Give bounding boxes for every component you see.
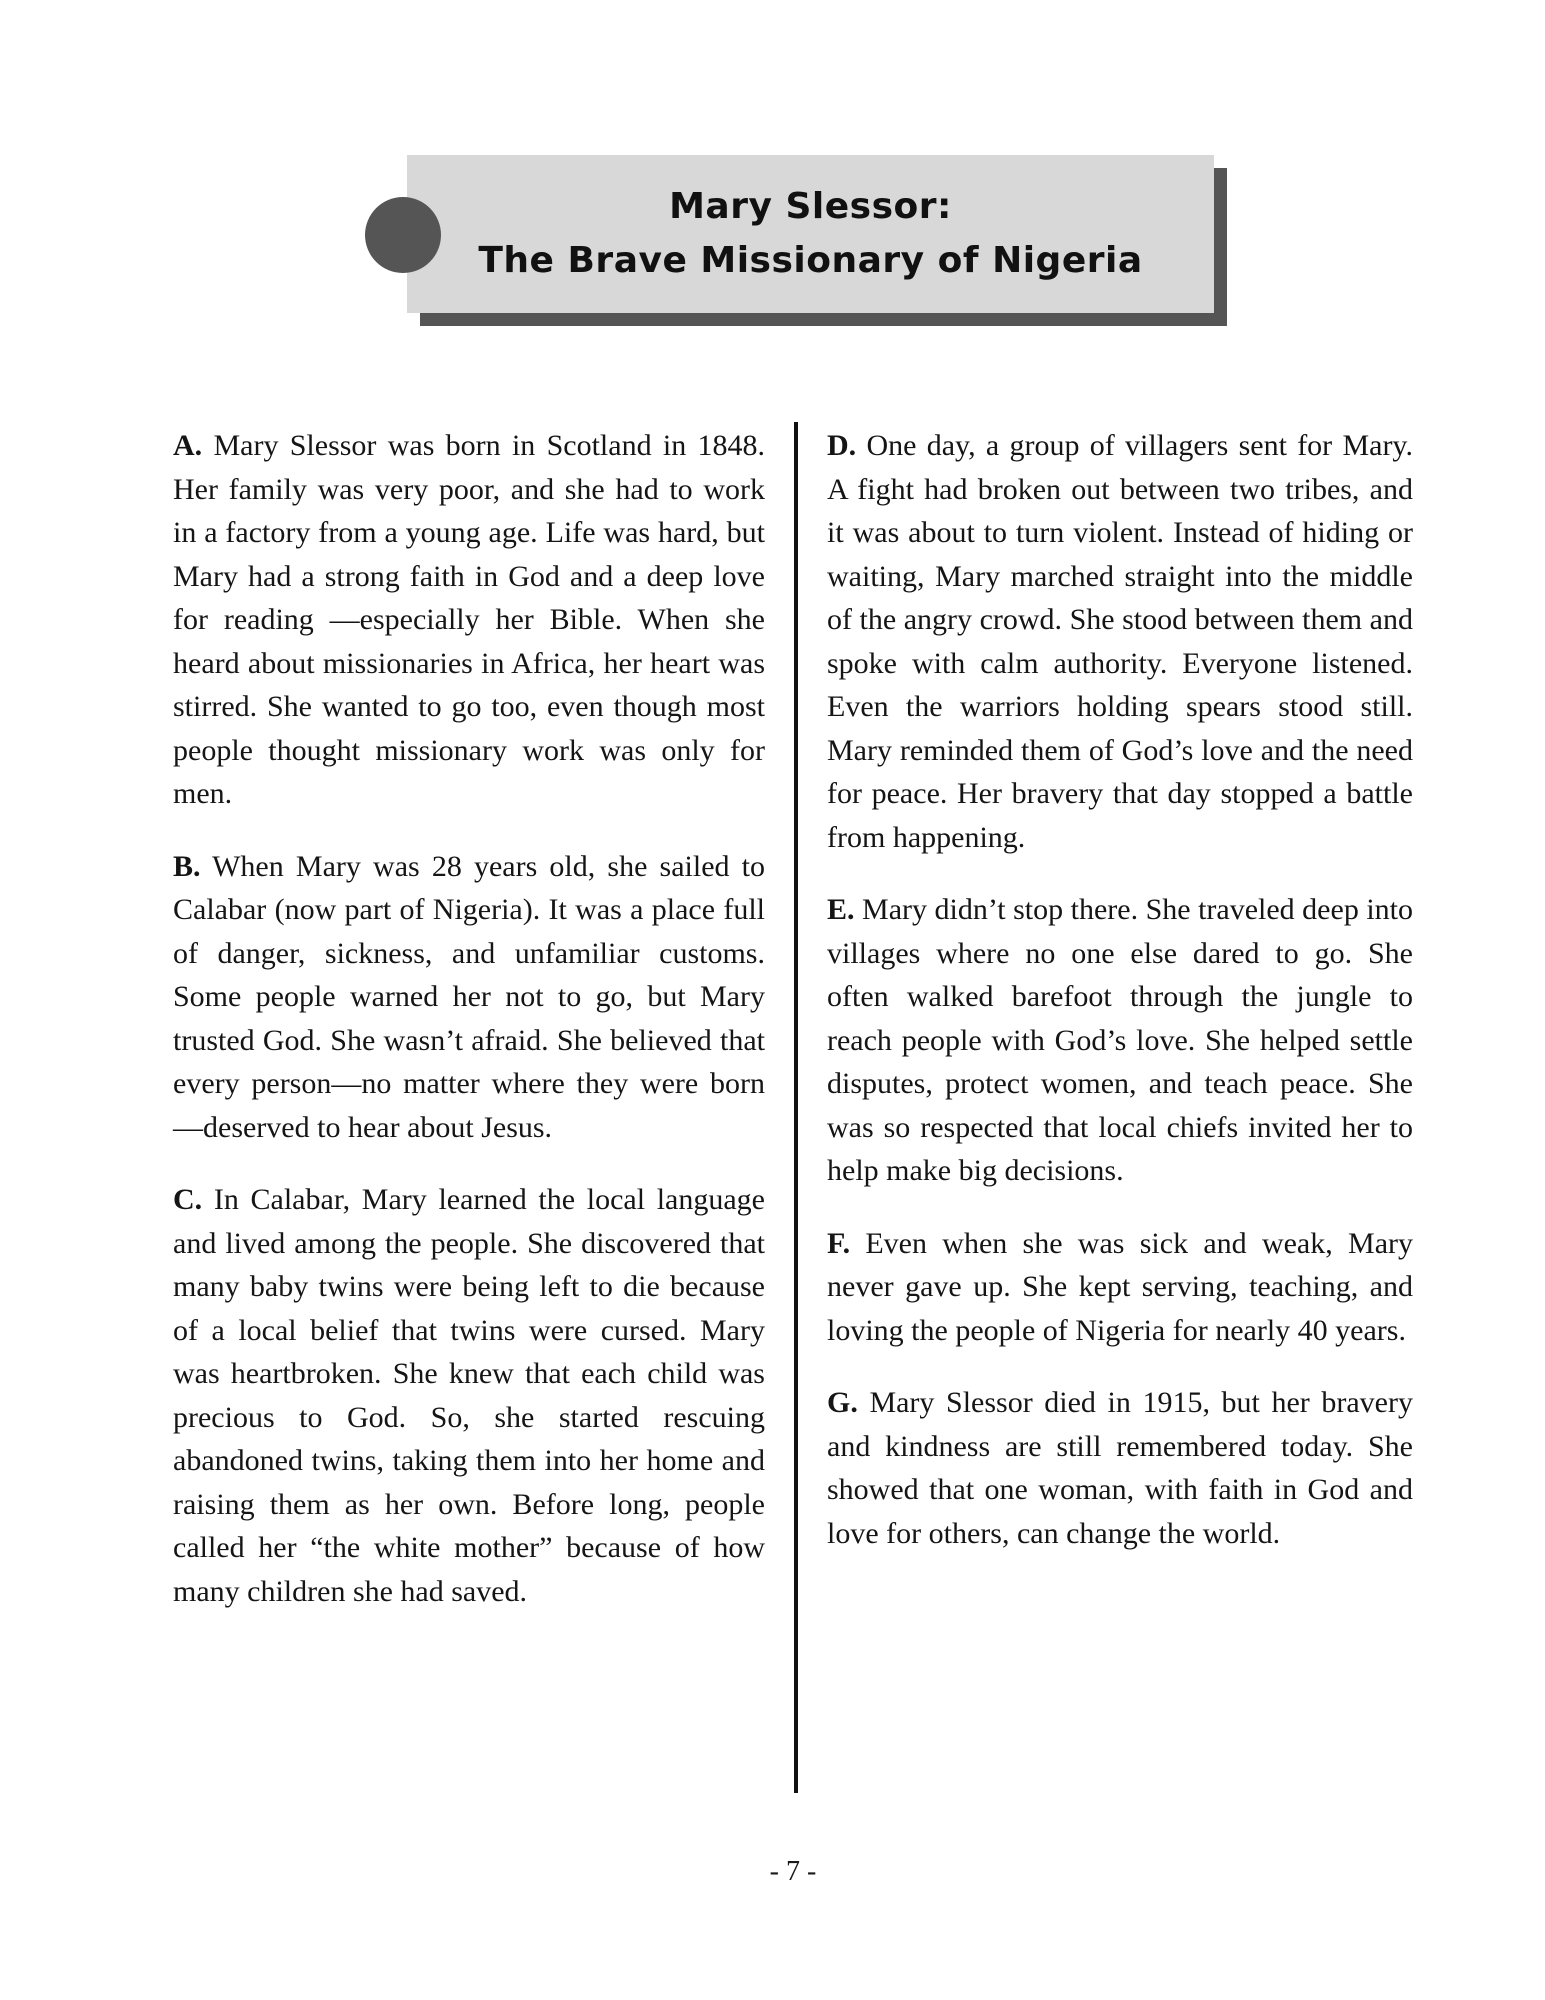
paragraph-d xyxy=(827,424,1413,859)
title-accent-circle xyxy=(365,197,441,273)
paragraph-e xyxy=(827,888,1413,1193)
paragraph-c-label: C. xyxy=(173,1183,203,1216)
paragraph-d-label: D. xyxy=(827,429,857,462)
paragraph-b xyxy=(173,845,765,1150)
paragraph-e-label: E. xyxy=(827,893,855,926)
paragraph-e-text: Mary didn’t stop there. She traveled deep into villages where no one else dared to go. She often walked barefoot through the jungle to reach people with God’s love. She helped settle disputes, protect women, and teach peace. She was so respected that local chiefs invited her to help make big decisions. xyxy=(827,893,1413,1187)
paragraph-c-text: In Calabar, Mary learned the local language and lived among the people. She discovered that many baby twins were being left to die because of a local belief that twins were cursed. Mary was heartbroken. She knew that each child was precious to God. So, she started rescuing abandoned twins, taking them into her home and raising them as her own. Before long, people called her “the white mother” because of how many children she had saved. xyxy=(173,1183,765,1608)
right-column xyxy=(827,424,1413,1555)
paragraph-a-text: Mary Slessor was born in Scotland in 1848. Her family was very poor, and she had to work in a factory from a young age. Life was hard, but Mary had a strong faith in God and a deep love for reading —especially her Bible. When she heard about missionaries in Africa, her heart was stirred. She wanted to go too, even though most people thought missionary work was only for men. xyxy=(173,429,765,810)
paragraph-b-text: When Mary was 28 years old, she sailed to Calabar (now part of Nigeria). It was a place full of danger, sickness, and unfamiliar customs. Some people warned her not to go, but Mary trusted God. She wasn’t afraid. She believed that every person—no matter where they were born —deserved to hear about Jesus. xyxy=(173,849,765,1144)
paragraph-g-label: G. xyxy=(827,1386,858,1419)
title-banner xyxy=(407,155,1214,313)
page-subtitle: The Brave Missionary of Nigeria xyxy=(478,240,1143,281)
paragraph-g-text: Mary Slessor died in 1915, but her bravery and kindness are still remembered today. She showed that one woman, with faith in God and love for others, can change the world. xyxy=(827,1386,1413,1550)
paragraph-f-label: F. xyxy=(827,1226,851,1260)
passage-columns xyxy=(173,424,1413,1793)
paragraph-a xyxy=(173,424,765,816)
paragraph-d-text: One day, a group of villagers sent for Mary. A fight had broken out between two tribes, and it was about to turn violent. Instead of hiding or waiting, Mary marched straight into the middle of the angry crowd. She stood between them and spoke with calm authority. Everyone listened. Even the warriors holding spears stood still. Mary reminded them of God’s love and the need for peace. Her bravery that day stopped a battle from happening. xyxy=(827,429,1413,854)
column-divider xyxy=(794,422,798,1793)
paragraph-f-text: Even when she was sick and weak, Mary never gave up. She kept serving, teaching, and loving the people of Nigeria for nearly 40 years. xyxy=(827,1226,1413,1347)
page-title: Mary Slessor: xyxy=(669,186,952,227)
paragraph-g xyxy=(827,1381,1413,1555)
paragraph-f xyxy=(827,1222,1413,1353)
paragraph-b-label: B. xyxy=(173,849,201,883)
paragraph-c xyxy=(173,1178,765,1613)
left-column xyxy=(173,424,765,1613)
paragraph-a-label: A. xyxy=(173,429,203,462)
page-number: - 7 - xyxy=(769,1856,817,1887)
